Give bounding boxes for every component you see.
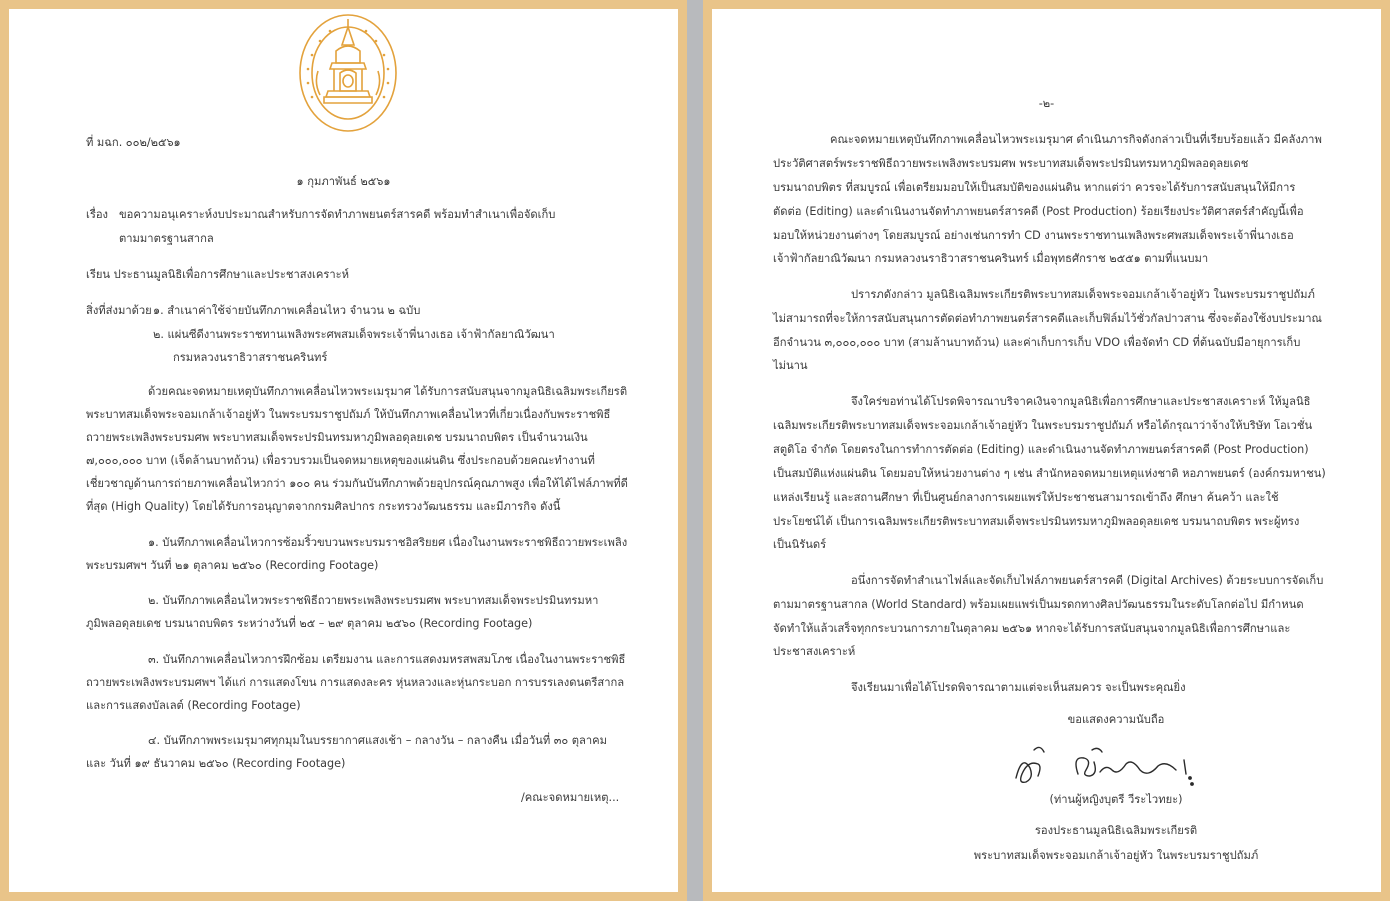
mission-item-3-cont: ถวายพระเพลิงพระบรมศพฯ ได้แก่ การแสดงโขน การแสดงละคร หุ่นหลวงและหุ่นกระบอก การบรรเลงดนตรีสากล	[86, 676, 625, 689]
body-paragraph-2-3-line: เป็นสมบัติแห่งแผ่นดิน โดยมอบให้หน่วยงานต่าง ๆ เช่น สำนักหอจดหมายเหตุแห่งชาติ หอภาพยนตร์ (องค์กรมหาชน)	[773, 467, 1326, 480]
signer-name: (ท่านผู้หญิงบุตรี วีระไวทยะ)	[1049, 793, 1183, 806]
enclosure-item-2b: กรมหลวงนราธิวาสราชนครินทร์	[173, 351, 328, 364]
body-paragraph-2-2-line: ไม่สามารถที่จะให้การสนับสนุนการตัดต่อทำภาพยนตร์สารคดีและเก็บฟิล์มไว้ชั่วกัลปาวสาน ซึ่งจะต้องใช้งบประมาณ	[773, 312, 1322, 325]
body-paragraph-2-2-line: ปรารภดังกล่าว มูลนิธิเฉลิมพระเกียรติพระบาทสมเด็จพระจอมเกล้าเจ้าอยู่หัว ในพระบรมราชูปถัมภ์	[851, 288, 1315, 301]
mission-item-3-cont: และการแสดงบัลเลต์ (Recording Footage)	[86, 699, 301, 712]
body-paragraph-1-line: เชี่ยวชาญด้านการถ่ายภาพเคลื่อนไหวกว่า ๑๐๐ คน ร่วมกันบันทึกภาพด้วยอุปกรณ์คุณภาพสูง เพื่อให้ได้ไฟล์ภาพที่ดี	[86, 477, 628, 490]
mission-item-4: ๔. บันทึกภาพพระเมรุมาศทุกมุมในบรรยากาศแสงเช้า – กลางวัน – กลางคืน เมื่อวันที่ ๓๐ ตุลาคม	[148, 734, 608, 747]
body-paragraph-2-3-line: เป็นนิรันดร์	[773, 538, 827, 551]
subject-line-2: ตามมาตรฐานสากล	[119, 232, 214, 245]
enclosure-label: สิ่งที่ส่งมาด้วย	[86, 304, 152, 317]
mission-item-4-cont: และ วันที่ ๑๙ ธันวาคม ๒๕๖๐ (Recording Footage)	[86, 757, 346, 770]
letter-date: ๑ กุมภาพันธ์ ๒๕๖๑	[296, 175, 391, 188]
handwritten-signature	[1008, 734, 1223, 794]
right-page-frame	[703, 0, 1390, 901]
body-paragraph-2-3-line: เฉลิมพระเกียรติพระบาทสมเด็จพระจอมเกล้าเจ้าอยู่หัว ในพระบรมราชูปถัมภ์ หรือได้กรุณาว่าจ้างให้บริษัท โอเวชั่น	[773, 419, 1313, 432]
enclosure-item-1: ๑. สำเนาค่าใช้จ่ายบันทึกภาพเคลื่อนไหว จำนวน ๒ ฉบับ	[153, 304, 421, 317]
body-paragraph-2-1-line: มอบให้หน่วยงานต่างๆ โดยสมบูรณ์ อย่างเช่นการทำ CD งานพระราชทานเพลิงพระศพสมเด็จพระเจ้าพี่นางเธอ	[773, 229, 1294, 242]
body-paragraph-2-4-line: ตามมาตรฐานสากล (World Standard) พร้อมเผยแพร่เป็นมรดกทางศิลปวัฒนธรรมในระดับโลกต่อไป มีกำหนด	[773, 598, 1304, 611]
mission-item-2-cont: ภูมิพลอดุลยเดช บรมนาถบพิตร ระหว่างวันที่ ๒๕ – ๒๙ ตุลาคม ๒๕๖๐ (Recording Footage)	[86, 617, 533, 630]
body-paragraph-1-line: ด้วยคณะจดหมายเหตุบันทึกภาพเคลื่อนไหวพระเมรุมาศ ได้รับการสนับสนุนจากมูลนิธิเฉลิมพระเกียรติ	[148, 385, 628, 398]
continued-marker: /คณะจดหมายเหตุ...	[521, 791, 620, 804]
body-paragraph-2-4-line: อนึ่งการจัดทำสำเนาไฟล์และจัดเก็บไฟล์ภาพยนตร์สารคดี (Digital Archives) ด้วยระบบการจัดเก็บ	[851, 574, 1324, 587]
letter-page-2	[712, 9, 1381, 892]
regards: ขอแสดงความนับถือ	[1067, 713, 1165, 726]
body-paragraph-1-line: ที่สุด (High Quality) โดยได้รับการอนุญาตจากกรมศิลปากร กระทรวงวัฒนธรรม และมีภารกิจ ดังนี้	[86, 500, 561, 513]
body-paragraph-2-3-line: จึงใคร่ขอท่านได้โปรดพิจารณาบริจาคเงินจากมูลนิธิเพื่อการศึกษาและประชาสงเคราะห์ ให้มูลนิธิ	[851, 395, 1311, 408]
body-paragraph-1-line: ๗,๐๐๐,๐๐๐ บาท (เจ็ดล้านบาทถ้วน) เพื่อรวบรวมเป็นจดหมายเหตุของแผ่นดิน ซึ่งประกอบด้วยคณะทำงานที่	[86, 454, 595, 467]
signer-title-2: พระบาทสมเด็จพระจอมเกล้าเจ้าอยู่หัว ในพระบรมราชูปถัมภ์	[973, 849, 1259, 862]
mission-item-3: ๓. บันทึกภาพเคลื่อนไหวการฝึกซ้อม เตรียมงาน และการแสดงมหรสพสมโภช เนื่องในงานพระราชพิธี	[148, 653, 626, 666]
closing-sentence: จึงเรียนมาเพื่อได้โปรดพิจารณาตามแต่จะเห็นสมควร จะเป็นพระคุณยิ่ง	[851, 681, 1186, 694]
signer-title-1: รองประธานมูลนิธิเฉลิมพระเกียรติ	[1034, 824, 1198, 837]
body-paragraph-2-1-line: คณะจดหมายเหตุบันทึกภาพเคลื่อนไหวพระเมรุมาศ ดำเนินภารกิจดังกล่าวเป็นที่เรียบร้อยแล้ว มีคลังภาพ	[830, 133, 1322, 146]
mission-item-2: ๒. บันทึกภาพเคลื่อนไหวพระราชพิธีถวายพระเพลิงพระบรมศพ พระบาทสมเด็จพระปรมินทรมหา	[148, 594, 599, 607]
body-paragraph-2-1-line: ประวัติศาสตร์พระราชพิธีถวายพระเพลิงพระบรมศพ พระบาทสมเด็จพระปรมินทรมหาภูมิพลอดุลยเดช	[773, 157, 1249, 170]
body-paragraph-2-3-line: ประโยชน์ได้ เป็นการเฉลิมพระเกียรติพระบาทสมเด็จพระปรมินทรมหาภูมิพลอดุลยเดช บรมนาถบพิตร พระผู้ทรง	[773, 515, 1300, 528]
body-paragraph-2-1-line: บรมนาถบพิตร ที่สมบูรณ์ เพื่อเตรียมมอบให้เป็นสมบัติของแผ่นดิน หากแต่ว่า ควรจะได้รับการสนับสนุนให้มีการ	[773, 181, 1296, 194]
body-paragraph-2-1-line: เจ้าฟ้ากัลยาณิวัฒนา กรมหลวงนราธิวาสราชนครินทร์ เมื่อพุทธศักราช ๒๕๕๑ ตามที่แนบมา	[773, 252, 1209, 265]
body-paragraph-2-1-line: ตัดต่อ (Editing) และดำเนินงานจัดทำภาพยนตร์สารคดี (Post Production) ร้อยเรียงประวัติศาสตร์สำคัญนี้เพื่อ	[773, 205, 1304, 218]
body-paragraph-1-line: ถวายพระเพลิงพระบรมศพ พระบาทสมเด็จพระปรมินทรมหาภูมิพลอดุลยเดช บรมนาถบพิตร เป็นจำนวนเงิน	[86, 431, 588, 444]
reference-number: ที่ มฉก. ๐๐๒/๒๕๖๑	[86, 136, 181, 149]
foundation-seal-icon	[296, 11, 400, 133]
body-paragraph-2-2-line: อีกจำนวน ๓,๐๐๐,๐๐๐ บาท (สามล้านบาทถ้วน) และค่าเก็บการเก็บ VDO เพื่อจัดทำ CD ที่ต้นฉบับมีอายุการเก็บ	[773, 336, 1301, 349]
enclosure-item-2a: ๒. แผ่นซีดีงานพระราชทานเพลิงพระศพสมเด็จพระเจ้าพี่นางเธอ เจ้าฟ้ากัลยาณิวัฒนา	[153, 328, 555, 341]
body-paragraph-2-2-line: ไม่นาน	[773, 359, 808, 372]
mission-item-1: ๑. บันทึกภาพเคลื่อนไหวการซ้อมริ้วขบวนพระบรมราชอิสริยยศ เนื่องในงานพระราชพิธีถวายพระเพลิง	[148, 536, 628, 549]
left-page-frame	[0, 0, 687, 901]
addressee: เรียน ประธานมูลนิธิเพื่อการศึกษาและประชาสงเคราะห์	[86, 268, 350, 281]
letter-page-1	[9, 9, 678, 892]
body-paragraph-2-4-line: จัดทำให้แล้วเสร็จทุกกระบวนการภายในตุลาคม ๒๕๖๑ หากจะได้รับการสนับสนุนจากมูลนิธิเพื่อการศึกษาและ	[773, 622, 1291, 635]
subject-label: เรื่อง	[86, 208, 109, 221]
body-paragraph-2-4-line: ประชาสงเคราะห์	[773, 645, 856, 658]
body-paragraph-1-line: พระบาทสมเด็จพระจอมเกล้าเจ้าอยู่หัว ในพระบรมราชูปถัมภ์ ให้บันทึกภาพเคลื่อนไหวที่เกี่ยวเนื่องกับพระราชพิธี	[86, 408, 611, 421]
body-paragraph-2-3-line: แหล่งเรียนรู้ และสถานศึกษา ที่เป็นศูนย์กลางการเผยแพร่ให้ประชาชนสามารถเข้าถึง ศึกษา ค้นคว้า และใช้	[773, 491, 1279, 504]
page-number: -๒-	[1038, 97, 1055, 110]
mission-item-1-cont: พระบรมศพฯ วันที่ ๒๑ ตุลาคม ๒๕๖๐ (Recording Footage)	[86, 559, 379, 572]
subject-line-1: ขอความอนุเคราะห์งบประมาณสำหรับการจัดทำภาพยนตร์สารคดี พร้อมทำสำเนาเพื่อจัดเก็บ	[119, 208, 556, 221]
body-paragraph-2-3-line: สตูดิโอ จำกัด โดยตรงในการทำการตัดต่อ (Editing) และดำเนินงานจัดทำภาพยนตร์สารคดี (Post Production)	[773, 443, 1309, 456]
